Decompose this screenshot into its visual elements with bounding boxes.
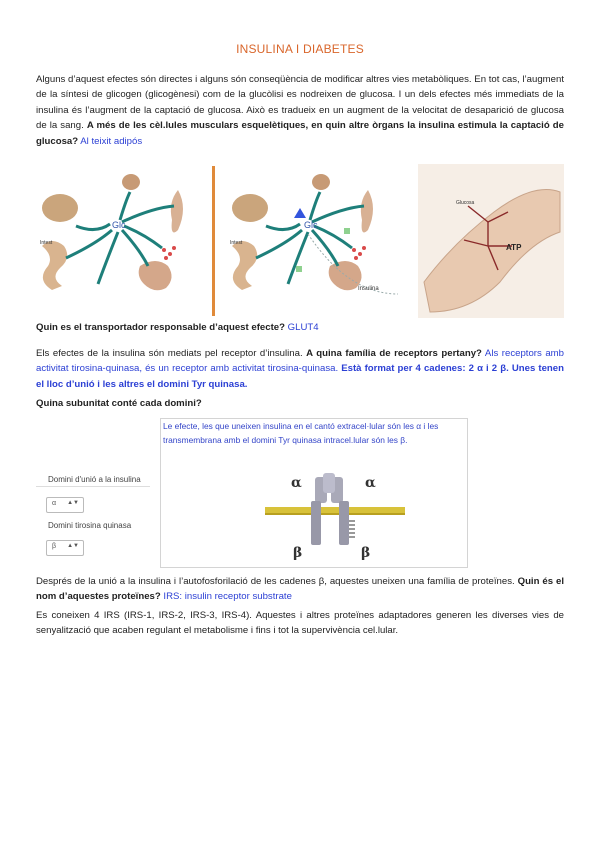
intro-text: Alguns d’aquest efectes són directes i alguns són conseqüència de modificar altres vies metabòliques. En tot cas, l’augment de la síntesi de glicogen (glicogènesi) com de la glucòlisi es nodreixen de glucosa. I un dels efectes més immediats de la insulina és l’augment de la captació de glucosa. Això es tradueix en un augment de la velocitat de desaparició de glucosa de la sang. <box>36 74 564 132</box>
kinase-domain-marks <box>349 521 355 537</box>
chevron-updown-icon-2: ▲▼ <box>67 543 79 549</box>
subunit-paragraph <box>36 396 564 411</box>
irs-answer: IRS: insulin receptor substrate <box>163 591 292 603</box>
cell-membrane <box>265 507 405 513</box>
up-arrow-icon <box>294 208 306 218</box>
page-title: INSULINA I DIABETES <box>236 42 364 56</box>
intest-label-right: Intest <box>230 240 243 246</box>
irs-paragraph <box>36 574 564 605</box>
receptor-text: Els efectes de la insulina són mediats pel receptor d’insulina. <box>36 348 307 359</box>
binding-domain-value: α <box>52 500 57 507</box>
heart-icon-2 <box>312 174 330 190</box>
irs-question: Quin és el nom d’aquestes proteïnes? <box>36 576 565 603</box>
closing-paragraph <box>36 608 564 639</box>
receptor-bold-answer: Està format per 4 cadenes: 2 α i 2 β. Unes tenen el lloc d’unió i les altres el domini Tyr quinasa. <box>36 363 564 390</box>
transporter-question: Quin es el transportador responsable d’aquest efecte? <box>36 322 285 333</box>
receptor-answer: Als receptors amb activitat tirosina-quinasa, és un receptor amb activitat tirosina-quinasa. <box>36 348 565 375</box>
binding-domain-select[interactable] <box>46 497 84 513</box>
beta-label-left: β <box>293 545 303 561</box>
muscle-icon <box>171 190 183 232</box>
kinase-domain-label: Domini tirosina quinasa <box>48 521 132 530</box>
beta-label-right: β <box>361 545 371 561</box>
fat-cells-icon <box>162 246 176 260</box>
glc-label-left: Glc <box>112 220 126 230</box>
form-divider <box>36 486 150 487</box>
transporter-paragraph <box>36 320 564 335</box>
insulin-effects-figure <box>36 162 564 320</box>
muscle-icon-2 <box>361 190 373 232</box>
closing-text: Es coneixen 4 IRS (IRS-1, IRS-2, IRS-3, IRS-4). Aquestes i altres proteïnes adaptadores generen les diverses vies de senyalització que acaben regulant el metabolisme i fins i tot la supervivència cel.lular. <box>36 610 564 637</box>
figure-divider <box>212 166 215 316</box>
fat-cells-icon-2 <box>352 246 366 260</box>
binding-domain-label: Domini d'unió a la insulina <box>48 475 141 484</box>
glc-label-right: Glc <box>304 220 318 230</box>
intro-question: A més de les cèl.lules musculars esquelètiques, en quin altre òrgans la insulina estimula la captació de glucosa? <box>36 120 564 147</box>
left-diagram <box>40 174 183 290</box>
cell-glucose-label: Glucosa <box>456 200 475 206</box>
brain-icon-2 <box>232 194 268 222</box>
right-diagram <box>230 174 398 294</box>
kinase-domain-select[interactable] <box>46 540 84 556</box>
transporter-answer: GLUT4 <box>287 322 319 333</box>
alpha-label-right: α <box>365 475 376 491</box>
heart-icon <box>122 174 140 190</box>
alpha-label-left: α <box>291 475 302 491</box>
panel-text: Le efecte, les que uneixen insulina en el cantó extracel·lular són les α i les transmembrana amb el domini Tyr quinasa intracel.lular són les β. <box>163 421 439 445</box>
insulin-receptor-diagram <box>265 469 405 561</box>
intro-answer: Al teixit adipós <box>80 135 143 147</box>
liver-icon <box>139 261 172 290</box>
beta-chain-right <box>339 501 349 545</box>
irs-text: Després de la unió a la insulina i l’autofosforilació de les cadenes β, aquestes uneixen una família de proteïnes. <box>36 576 518 587</box>
kinase-domain-value: β <box>52 543 57 550</box>
chevron-updown-icon: ▲▼ <box>67 500 79 506</box>
subunit-question: Quina subunitat conté cada domini? <box>36 398 202 409</box>
intestine-icon-2 <box>232 241 257 290</box>
beta-chain-left <box>311 501 321 545</box>
intestine-icon <box>42 241 67 290</box>
brain-icon <box>42 194 78 222</box>
cell-diagram <box>418 164 564 318</box>
receptor-question: A quina família de receptors pertany? <box>306 348 482 359</box>
intest-label-left: Intest <box>40 240 53 246</box>
insulin-label: Insulina <box>358 286 379 292</box>
receptor-paragraph <box>36 346 564 392</box>
receptor-panel <box>160 418 468 568</box>
intro-paragraph <box>36 72 564 149</box>
atp-label: ATP <box>506 243 522 252</box>
